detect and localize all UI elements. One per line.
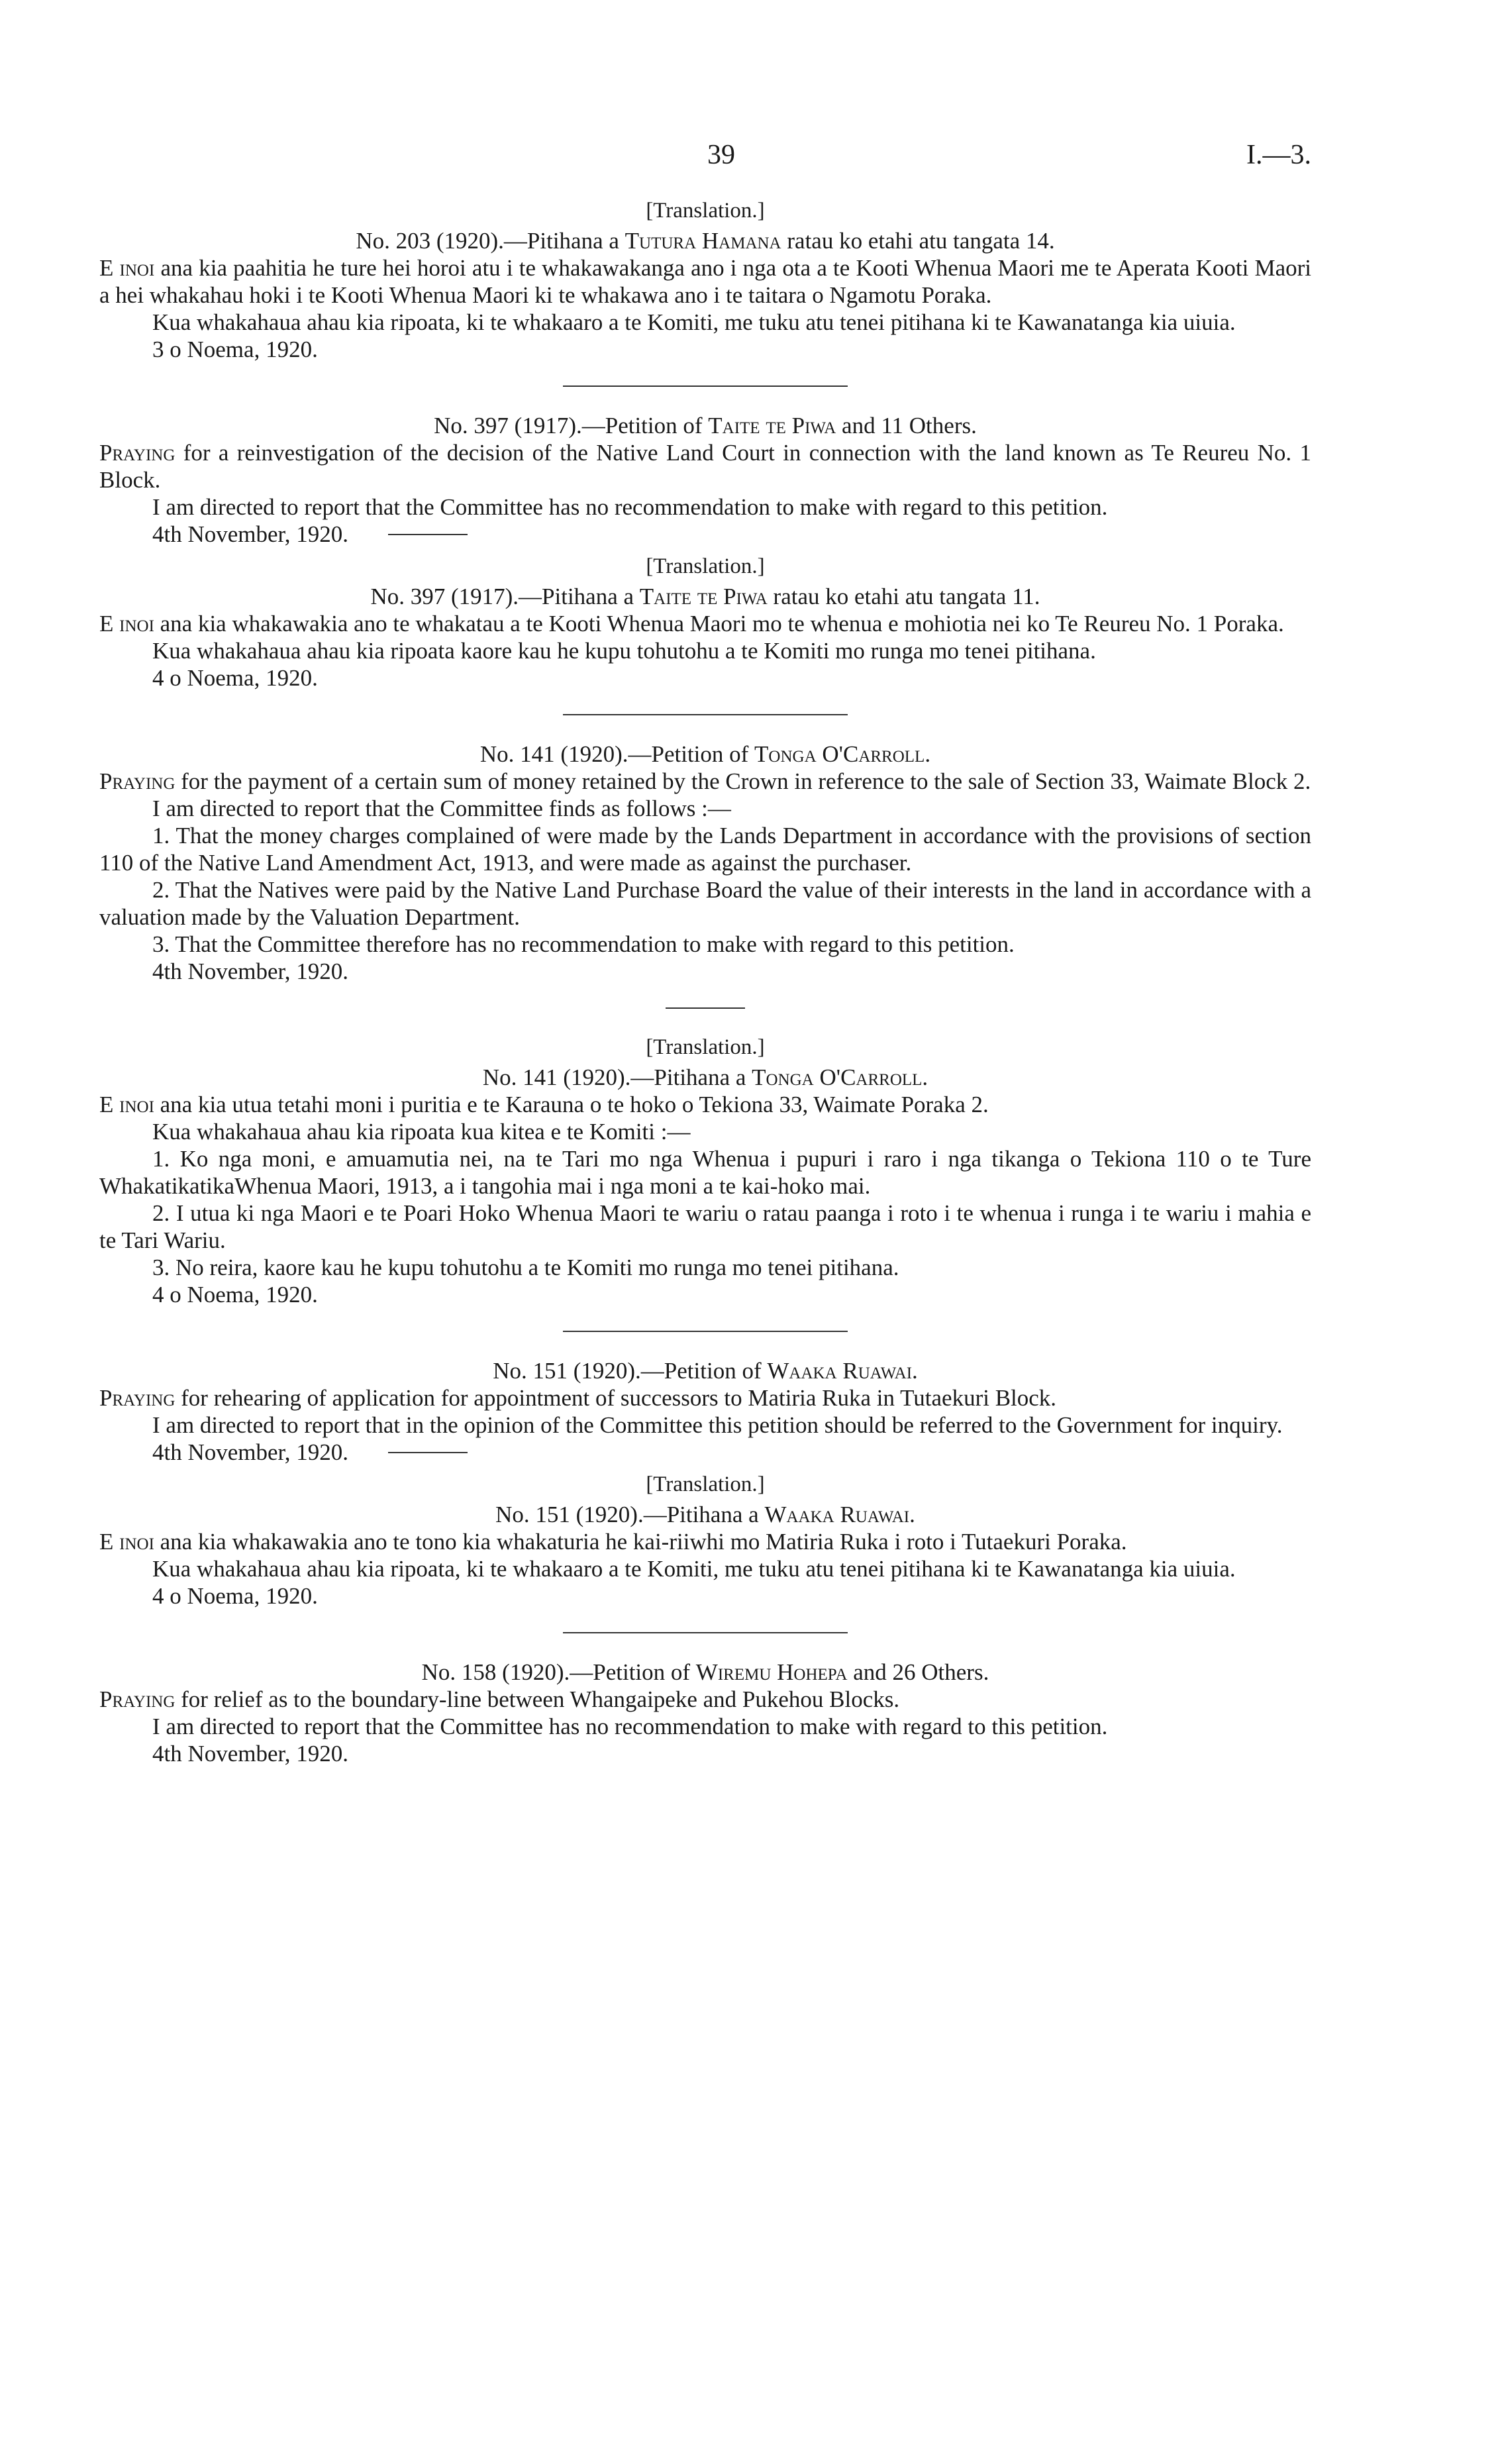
petition-section	[99, 1659, 1311, 1767]
petition-prayer: Praying for relief as to the boundary-line between Whangaipeke and Pukehou Blocks.	[99, 1686, 900, 1712]
petition-title: No. 203 (1920).—Pitihana a Tutura Hamana ratau ko etahi atu tangata 14.	[356, 228, 1055, 254]
petition-prayer: Praying for rehearing of application for appointment of successors to Matiria Ruka in Tutaekuri Block.	[99, 1385, 1057, 1411]
committee-report: Kua whakahaua ahau kia ripoata kaore kau he kupu tohutohu a te Komiti mo runga mo tenei pitihana.	[152, 638, 1096, 664]
report-date: 4 o Noema, 1920.	[152, 1282, 318, 1308]
petition-title: No. 158 (1920).—Petition of Wiremu Hohepa and 26 Others.	[421, 1659, 989, 1685]
finding-item: 2. I utua ki nga Maori e te Poari Hoko Whenua Maori te wariu o ratau paanga i roto i te whenua i runga i te wariu i mahia e te Tari Wariu.	[99, 1200, 1311, 1253]
petition-prayer: E inoi ana kia whakawakia ano te tono kia whakaturia he kai-riiwhi mo Matiria Ruka i roto i Tutaekuri Poraka.	[99, 1529, 1127, 1555]
short-divider	[388, 1452, 468, 1453]
report-date: 3 o Noema, 1920.	[152, 336, 318, 362]
section-divider	[666, 1007, 745, 1009]
petitioner-name: Tonga O'Carroll.	[752, 1064, 928, 1090]
petition-prayer: E inoi ana kia utua tetahi moni i puritia e te Karauna o te hoko o Tekiona 33, Waimate Poraka 2.	[99, 1092, 989, 1117]
petition-section	[99, 1034, 1311, 1308]
committee-report: Kua whakahaua ahau kia ripoata, ki te whakaaro a te Komiti, me tuku atu tenei pitihana ki te Kawanatanga kia uiuia.	[152, 1556, 1236, 1582]
finding-item: 1. That the money charges complained of were made by the Lands Department in accordance with the provisions of section 110 of the Native Land Amendment Act, 1913, and were made as against the purchaser.	[99, 823, 1311, 876]
committee-report: I am directed to report that in the opinion of the Committee this petition should be referred to the Government for inquiry.	[152, 1412, 1283, 1438]
petitioner-name: Waaka Ruawai.	[764, 1502, 915, 1527]
section-divider	[563, 1331, 848, 1332]
committee-report: I am directed to report that the Committee has no recommendation to make with regard to this petition.	[152, 1714, 1108, 1739]
translation-label: [Translation.]	[646, 1472, 765, 1496]
petition-section	[99, 741, 1311, 985]
petitioner-name: Tutura Hamana	[625, 228, 781, 254]
translation-label: [Translation.]	[646, 554, 765, 578]
petition-section	[99, 1357, 1311, 1466]
document-page	[99, 139, 1311, 1767]
report-date: 4 o Noema, 1920.	[152, 1583, 318, 1609]
petition-prayer: E inoi ana kia paahitia he ture hei horoi atu i te whakawakanga ano i nga ota a te Kooti Whenua Maori me te Aperata Kooti Maori a hei whakahau hoki i te Kooti Whenua Maori ki te whakawa ano i te taitara o Ngamotu Poraka.	[99, 255, 1312, 308]
report-date: 4th November, 1920.	[99, 1439, 1311, 1466]
petition-title: No. 151 (1920).—Petition of Waaka Ruawai.	[493, 1358, 918, 1384]
section-divider	[563, 385, 848, 387]
petition-section	[99, 412, 1311, 548]
report-date: 4th November, 1920.	[152, 958, 349, 984]
petition-title: No. 397 (1917).—Petition of Taite te Piwa and 11 Others.	[434, 413, 977, 438]
petition-title: No. 141 (1920).—Pitihana a Tonga O'Carroll.	[482, 1064, 928, 1090]
petition-section	[99, 553, 1311, 692]
committee-report: Kua whakahaua ahau kia ripoata kua kitea e te Komiti :—	[152, 1119, 691, 1145]
petitioner-name: Wiremu Hohepa	[695, 1659, 848, 1685]
page-number: 39	[707, 140, 735, 170]
finding-item: 3. No reira, kaore kau he kupu tohutohu a te Komiti mo runga mo tenei pitihana.	[152, 1255, 899, 1280]
report-date: 4 o Noema, 1920.	[152, 665, 318, 691]
petition-title: No. 141 (1920).—Petition of Tonga O'Carroll.	[479, 741, 931, 767]
page-header	[99, 139, 1311, 192]
committee-report: Kua whakahaua ahau kia ripoata, ki te whakaaro a te Komiti, me tuku atu tenei pitihana ki te Kawanatanga kia uiuia.	[152, 309, 1236, 335]
report-date: 4th November, 1920.	[99, 521, 1311, 548]
section-divider	[563, 714, 848, 715]
petitioner-name: Taite te Piwa	[639, 584, 768, 609]
petition-section	[99, 1471, 1311, 1610]
petition-title: No. 151 (1920).—Pitihana a Waaka Ruawai.	[495, 1502, 915, 1527]
paper-reference: I.—3.	[1246, 140, 1311, 170]
finding-item: 3. That the Committee therefore has no recommendation to make with regard to this petition.	[152, 931, 1015, 957]
committee-report: I am directed to report that the Committee has no recommendation to make with regard to this petition.	[152, 494, 1108, 520]
petition-prayer: Praying for the payment of a certain sum of money retained by the Crown in reference to the sale of Section 33, Waimate Block 2.	[99, 768, 1311, 794]
report-date: 4th November, 1920.	[152, 1741, 349, 1767]
finding-item: 2. That the Natives were paid by the Native Land Purchase Board the value of their interests in the land in accordance with a valuation made by the Valuation Department.	[99, 877, 1311, 930]
petition-section	[99, 197, 1311, 363]
petitioner-name: Waaka Ruawai.	[767, 1358, 918, 1384]
petition-prayer: E inoi ana kia whakawakia ano te whakatau a te Kooti Whenua Maori mo te whenua e mohiotia nei ko Te Reureu No. 1 Poraka.	[99, 611, 1284, 637]
petitioner-name: Tonga O'Carroll.	[754, 741, 931, 767]
petition-prayer: Praying for a reinvestigation of the decision of the Native Land Court in connection with the land known as Te Reureu No. 1 Block.	[99, 440, 1311, 493]
translation-label: [Translation.]	[646, 1035, 765, 1059]
translation-label: [Translation.]	[646, 199, 765, 223]
section-divider	[563, 1632, 848, 1633]
short-divider	[388, 534, 468, 535]
committee-report: I am directed to report that the Committee finds as follows :—	[152, 796, 731, 821]
finding-item: 1. Ko nga moni, e amuamutia nei, na te Tari mo nga Whenua i pupuri i raro i nga tikanga o Tekiona 110 o te Ture WhakatikatikaWhenua Maori, 1913, a i tangohia mai i nga moni a te kai-hoko mai.	[99, 1146, 1311, 1199]
petition-title: No. 397 (1917).—Pitihana a Taite te Piwa ratau ko etahi atu tangata 11.	[370, 584, 1040, 609]
petitioner-name: Taite te Piwa	[708, 413, 836, 438]
